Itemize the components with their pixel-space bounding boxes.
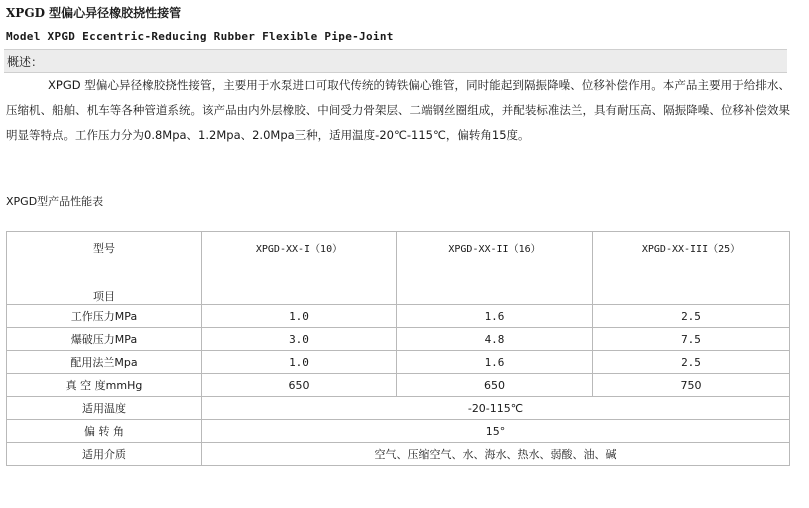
table-cell: 1.0 — [202, 305, 397, 328]
english-title: Model XPGD Eccentric-Reducing Rubber Flexible Pipe-Joint — [6, 30, 394, 43]
row-label: 配用法兰Mpa — [7, 351, 202, 374]
row-label: 偏 转 角 — [7, 420, 202, 443]
row-label: 工作压力MPa — [7, 305, 202, 328]
table-row — [7, 374, 790, 397]
header-corner-cell — [7, 232, 202, 305]
merged-cell: 空气、压缩空气、水、海水、热水、弱酸、油、碱 — [202, 443, 790, 466]
column-header: XPGD-XX-III（25） — [593, 232, 790, 305]
row-label: 爆破压力MPa — [7, 328, 202, 351]
performance-table — [6, 231, 790, 466]
table-row — [7, 328, 790, 351]
row-label: 真 空 度mmHg — [7, 374, 202, 397]
intro-paragraph: XPGD 型偏心异径橡胶挠性接管，主要用于水泵进口可取代传统的铸铁偏心锥管，同时能起到隔振降噪、位移补偿作用。本产品主要用于给排水、压缩机、船舶、机车等各种管道系统。该产品由内外层橡胶、中间受力骨架层、二端钢丝圈组成，并配装标准法兰，具有耐压高、隔振降噪、位移补偿效果明显等特点。工作压力分为0.8Mpa、1.2Mpa、2.0Mpa三种，适用温度-20℃-115℃，偏转角15度。 — [6, 78, 790, 142]
table-cell: 1.6 — [397, 305, 593, 328]
table-cell: 2.5 — [593, 351, 790, 374]
table-cell: 1.0 — [202, 351, 397, 374]
column-header: XPGD-XX-I（10） — [202, 232, 397, 305]
table-cell: 2.5 — [593, 305, 790, 328]
row-label: 适用温度 — [7, 397, 202, 420]
table-cell: 7.5 — [593, 328, 790, 351]
table-caption: XPGD型产品性能表 — [6, 195, 104, 208]
table-row-merged — [7, 420, 790, 443]
table-header-row — [7, 232, 790, 305]
table-row — [7, 351, 790, 374]
table-cell: 650 — [397, 374, 593, 397]
overview-label: 概述： — [7, 55, 44, 69]
table-cell: 4.8 — [397, 328, 593, 351]
table-row — [7, 305, 790, 328]
merged-cell: 15° — [202, 420, 790, 443]
table-row-merged — [7, 443, 790, 466]
merged-cell: -20-115℃ — [202, 397, 790, 420]
page-title: XPGD 型偏心异径橡胶挠性接管 — [6, 6, 182, 20]
table-row-merged — [7, 397, 790, 420]
table-cell: 3.0 — [202, 328, 397, 351]
column-header: XPGD-XX-II（16） — [397, 232, 593, 305]
overview-header-bar — [4, 49, 787, 73]
table-cell: 1.6 — [397, 351, 593, 374]
table-cell: 650 — [202, 374, 397, 397]
table-cell: 750 — [593, 374, 790, 397]
model-header-label: 型号 — [93, 242, 115, 255]
item-header-label: 项目 — [93, 290, 115, 303]
row-label: 适用介质 — [7, 443, 202, 466]
